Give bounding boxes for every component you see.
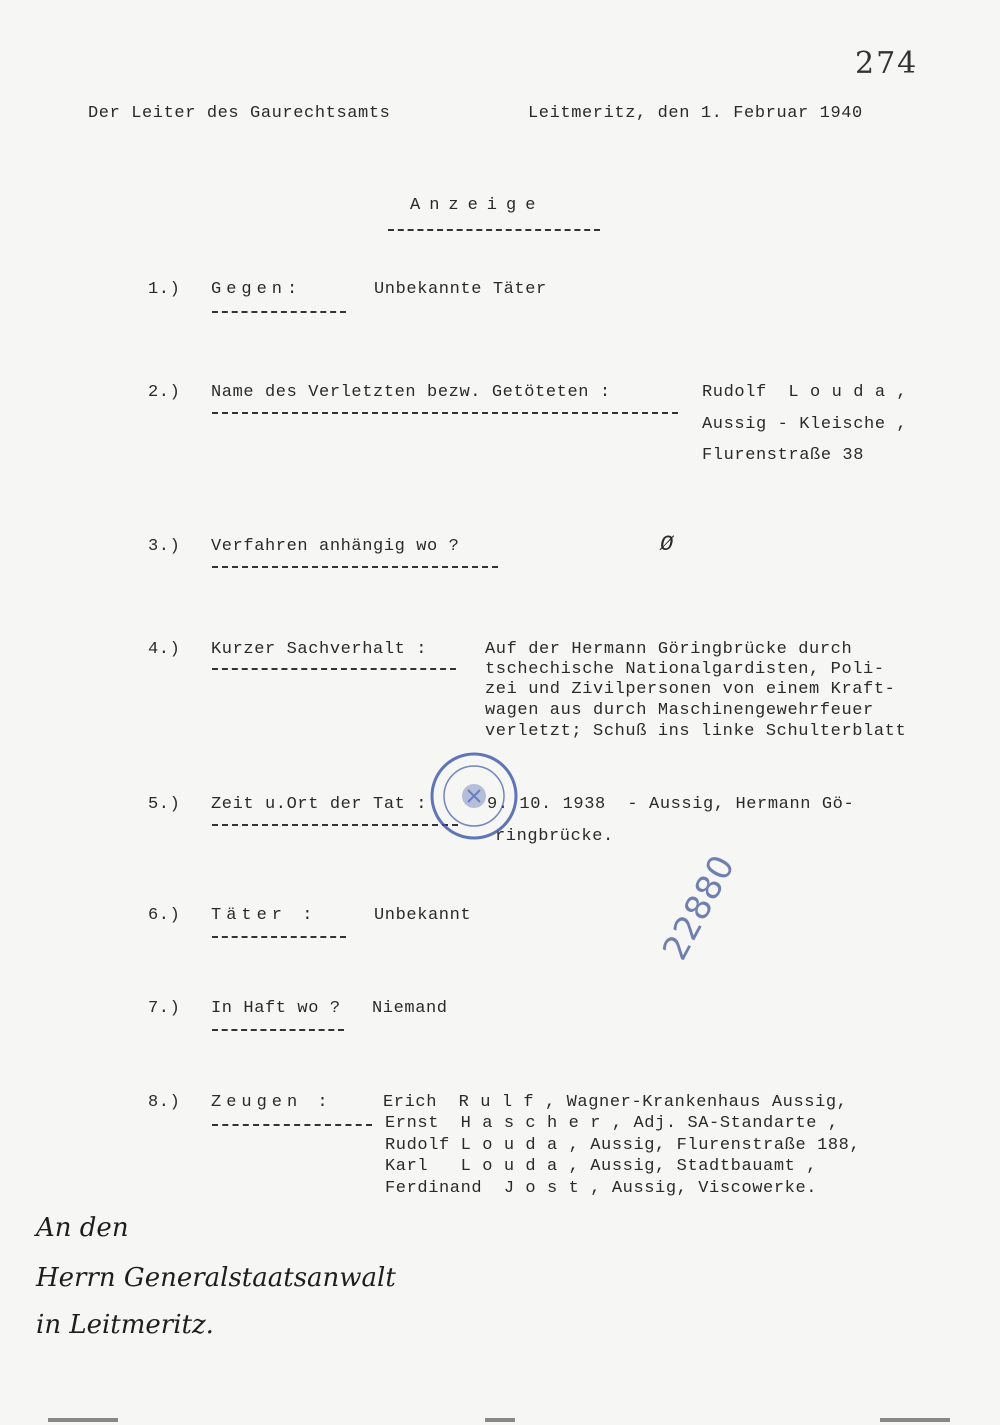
document-title: Anzeige [410, 196, 545, 215]
item-number-3: 3.) [148, 537, 181, 556]
witness-line-3: Rudolf L o u d a , Aussig, Flurenstraße 188, [385, 1136, 861, 1155]
archive-number: 22880 [655, 848, 744, 967]
handwritten-line-1: An den [36, 1213, 129, 1243]
item-number-6: 6.) [148, 906, 181, 925]
edge-mark [880, 1418, 950, 1422]
item-label-zeugen: Zeugen : [211, 1093, 333, 1112]
item-value-gegen: Unbekannte Täter [374, 280, 547, 299]
item-label-verfahren: Verfahren anhängig wo ? [211, 537, 460, 556]
item-label-haft: In Haft wo ? [211, 999, 341, 1018]
label-underline [212, 1124, 372, 1126]
witness-line-5: Ferdinand J o s t , Aussig, Viscowerke. [385, 1179, 818, 1198]
witness-line-1: Erich R u l f , Wagner-Krankenhaus Aussig, [383, 1093, 848, 1112]
item-value-verfahren: Ø [660, 532, 674, 557]
victim-line-1: Rudolf L o u d a , [702, 383, 908, 402]
time-place-line-1: 9. 10. 1938 - Aussig, Hermann Gö- [487, 795, 855, 814]
place-date-line: Leitmeritz, den 1. Februar 1940 [528, 104, 863, 123]
facts-line-5: verletzt; Schuß ins linke Schulterblatt [485, 722, 907, 741]
item-label-verletzter: Name des Verletzten bezw. Getöteten : [211, 383, 611, 402]
title-underline [388, 229, 600, 231]
item-number-2: 2.) [148, 383, 181, 402]
label-underline [212, 566, 498, 568]
item-label-sachverhalt: Kurzer Sachverhalt : [211, 640, 428, 659]
item-number-4: 4.) [148, 640, 181, 659]
facts-line-3: zei und Zivilpersonen von einem Kraft- [485, 680, 896, 699]
victim-line-3: Flurenstraße 38 [702, 446, 865, 465]
facts-line-2: tschechische Nationalgardisten, Poli- [485, 660, 885, 679]
item-number-5: 5.) [148, 795, 181, 814]
label-underline [212, 311, 346, 313]
item-value-taeter: Unbekannt [374, 906, 472, 925]
label-underline [212, 824, 458, 826]
label-underline [212, 412, 678, 414]
facts-line-1: Auf der Hermann Göringbrücke durch [485, 640, 853, 659]
witness-line-4: Karl L o u d a , Aussig, Stadtbauamt , [385, 1157, 818, 1176]
item-label-taeter: Täter : [211, 906, 318, 925]
office-stamp [428, 750, 520, 842]
label-underline [212, 668, 456, 670]
facts-line-4: wagen aus durch Maschinengewehrfeuer [485, 701, 874, 720]
label-underline [212, 1029, 344, 1031]
sender-line: Der Leiter des Gaurechtsamts [88, 104, 391, 123]
victim-line-2: Aussig - Kleische , [702, 415, 908, 434]
handwritten-line-2: Herrn Generalstaatsanwalt [36, 1263, 396, 1293]
item-number-8: 8.) [148, 1093, 181, 1112]
witness-line-2: Ernst H a s c h e r , Adj. SA-Standarte , [385, 1114, 839, 1133]
item-label-gegen: Gegen: [211, 280, 303, 299]
handwritten-line-3: in Leitmeritz. [36, 1310, 214, 1340]
edge-mark [48, 1418, 118, 1422]
item-value-haft: Niemand [372, 999, 448, 1018]
label-underline [212, 936, 346, 938]
page-number: 274 [855, 46, 919, 81]
item-number-7: 7.) [148, 999, 181, 1018]
edge-mark [485, 1418, 515, 1422]
item-number-1: 1.) [148, 280, 181, 299]
item-label-zeit-ort: Zeit u.Ort der Tat : [211, 795, 428, 814]
time-place-line-2: ringbrücke. [495, 827, 614, 846]
